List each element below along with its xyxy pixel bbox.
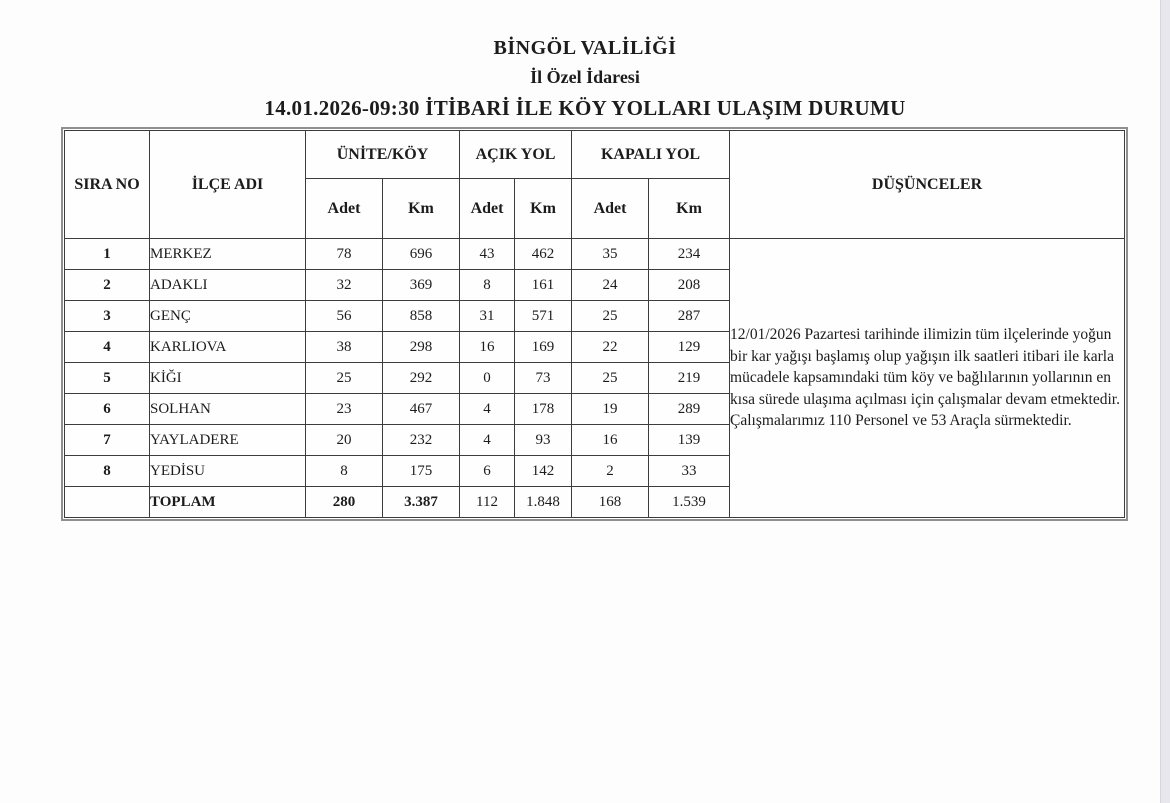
cell-sira: 8 [65, 456, 150, 487]
cell-sira: 4 [65, 332, 150, 363]
subcol-unite-km: Km [383, 179, 460, 239]
cell-acik-km: 571 [515, 301, 572, 332]
cell-sira: 6 [65, 394, 150, 425]
cell-ilce: ADAKLI [150, 270, 306, 301]
cell-kapali-adet: 19 [572, 394, 649, 425]
cell-acik-km: 169 [515, 332, 572, 363]
cell-total-kapali-adet: 168 [572, 487, 649, 518]
cell-acik-adet: 43 [460, 239, 515, 270]
administration-subtitle: İl Özel İdaresi [530, 67, 640, 87]
cell-unite-adet: 78 [306, 239, 383, 270]
cell-ilce: SOLHAN [150, 394, 306, 425]
cell-acik-adet: 8 [460, 270, 515, 301]
governorship-title: BİNGÖL VALİLİĞİ [493, 37, 677, 59]
cell-ilce: MERKEZ [150, 239, 306, 270]
cell-kapali-km: 208 [649, 270, 730, 301]
remarks-text: 12/01/2026 Pazartesi tarihinde ilimizin tüm ilçelerinde yoğun bir kar yağışı başlamış olup yağışın ilk saatleri itibari ile karla mücadele kapsamındaki tüm köy ve bağlılarının yollarının en kısa sürede ulaşıma açılması için çalışmalar devam etmektedir. Çalışmalarımız 110 Personel ve 53 Araçla sürmektedir. [730, 326, 1120, 430]
cell-kapali-km: 287 [649, 301, 730, 332]
cell-unite-adet: 25 [306, 363, 383, 394]
subcol-kapali-km: Km [649, 179, 730, 239]
cell-acik-km: 161 [515, 270, 572, 301]
cell-acik-km: 142 [515, 456, 572, 487]
cell-acik-adet: 0 [460, 363, 515, 394]
cell-unite-adet: 56 [306, 301, 383, 332]
cell-kapali-adet: 35 [572, 239, 649, 270]
remarks-cell [730, 239, 1125, 518]
cell-total-unite-km: 3.387 [383, 487, 460, 518]
cell-total-label: TOPLAM [150, 487, 306, 518]
cell-unite-adet: 20 [306, 425, 383, 456]
cell-kapali-adet: 16 [572, 425, 649, 456]
cell-unite-adet: 23 [306, 394, 383, 425]
cell-ilce: YAYLADERE [150, 425, 306, 456]
cell-total-kapali-km: 1.539 [649, 487, 730, 518]
cell-ilce: GENÇ [150, 301, 306, 332]
header-row-groups [65, 131, 1125, 179]
cell-kapali-adet: 25 [572, 301, 649, 332]
cell-acik-km: 93 [515, 425, 572, 456]
cell-acik-adet: 31 [460, 301, 515, 332]
cell-sira: 3 [65, 301, 150, 332]
report-title: 14.01.2026-09:30 İTİBARİ İLE KÖY YOLLARI ULAŞIM DURUMU [264, 96, 906, 120]
cell-total-acik-adet: 112 [460, 487, 515, 518]
cell-sira: 1 [65, 239, 150, 270]
cell-acik-km: 178 [515, 394, 572, 425]
cell-unite-km: 467 [383, 394, 460, 425]
col-header-dusunceler: DÜŞÜNCELER [730, 131, 1125, 239]
cell-unite-km: 175 [383, 456, 460, 487]
cell-acik-adet: 6 [460, 456, 515, 487]
cell-kapali-adet: 24 [572, 270, 649, 301]
col-header-ilce-adi: İLÇE ADI [150, 131, 306, 239]
road-status-table-wrap [61, 127, 1128, 521]
road-status-table [64, 130, 1125, 518]
cell-ilce: KİĞI [150, 363, 306, 394]
cell-kapali-adet: 2 [572, 456, 649, 487]
cell-sira: 5 [65, 363, 150, 394]
cell-acik-adet: 4 [460, 425, 515, 456]
cell-ilce: YEDİSU [150, 456, 306, 487]
cell-unite-km: 858 [383, 301, 460, 332]
cell-total-unite-adet: 280 [306, 487, 383, 518]
cell-unite-adet: 8 [306, 456, 383, 487]
cell-unite-adet: 38 [306, 332, 383, 363]
cell-kapali-km: 234 [649, 239, 730, 270]
cell-unite-km: 292 [383, 363, 460, 394]
cell-sira: 7 [65, 425, 150, 456]
cell-total-acik-km: 1.848 [515, 487, 572, 518]
cell-sira-empty [65, 487, 150, 518]
cell-ilce: KARLIOVA [150, 332, 306, 363]
cell-unite-km: 232 [383, 425, 460, 456]
cell-unite-adet: 32 [306, 270, 383, 301]
cell-kapali-km: 33 [649, 456, 730, 487]
col-group-kapali-yol: KAPALI YOL [572, 131, 730, 179]
col-group-unite-koy: ÜNİTE/KÖY [306, 131, 460, 179]
cell-kapali-km: 139 [649, 425, 730, 456]
cell-acik-km: 462 [515, 239, 572, 270]
col-group-acik-yol: AÇIK YOL [460, 131, 572, 179]
document-header [0, 33, 1170, 124]
cell-kapali-adet: 25 [572, 363, 649, 394]
subcol-unite-adet: Adet [306, 179, 383, 239]
cell-unite-km: 369 [383, 270, 460, 301]
col-header-sira-no: SIRA NO [65, 131, 150, 239]
subcol-acik-adet: Adet [460, 179, 515, 239]
cell-acik-adet: 16 [460, 332, 515, 363]
cell-acik-adet: 4 [460, 394, 515, 425]
cell-kapali-adet: 22 [572, 332, 649, 363]
subcol-acik-km: Km [515, 179, 572, 239]
table-row-merkez [65, 239, 1125, 270]
cell-kapali-km: 219 [649, 363, 730, 394]
cell-unite-km: 298 [383, 332, 460, 363]
cell-sira: 2 [65, 270, 150, 301]
cell-kapali-km: 129 [649, 332, 730, 363]
cell-kapali-km: 289 [649, 394, 730, 425]
subcol-kapali-adet: Adet [572, 179, 649, 239]
cell-unite-km: 696 [383, 239, 460, 270]
cell-acik-km: 73 [515, 363, 572, 394]
